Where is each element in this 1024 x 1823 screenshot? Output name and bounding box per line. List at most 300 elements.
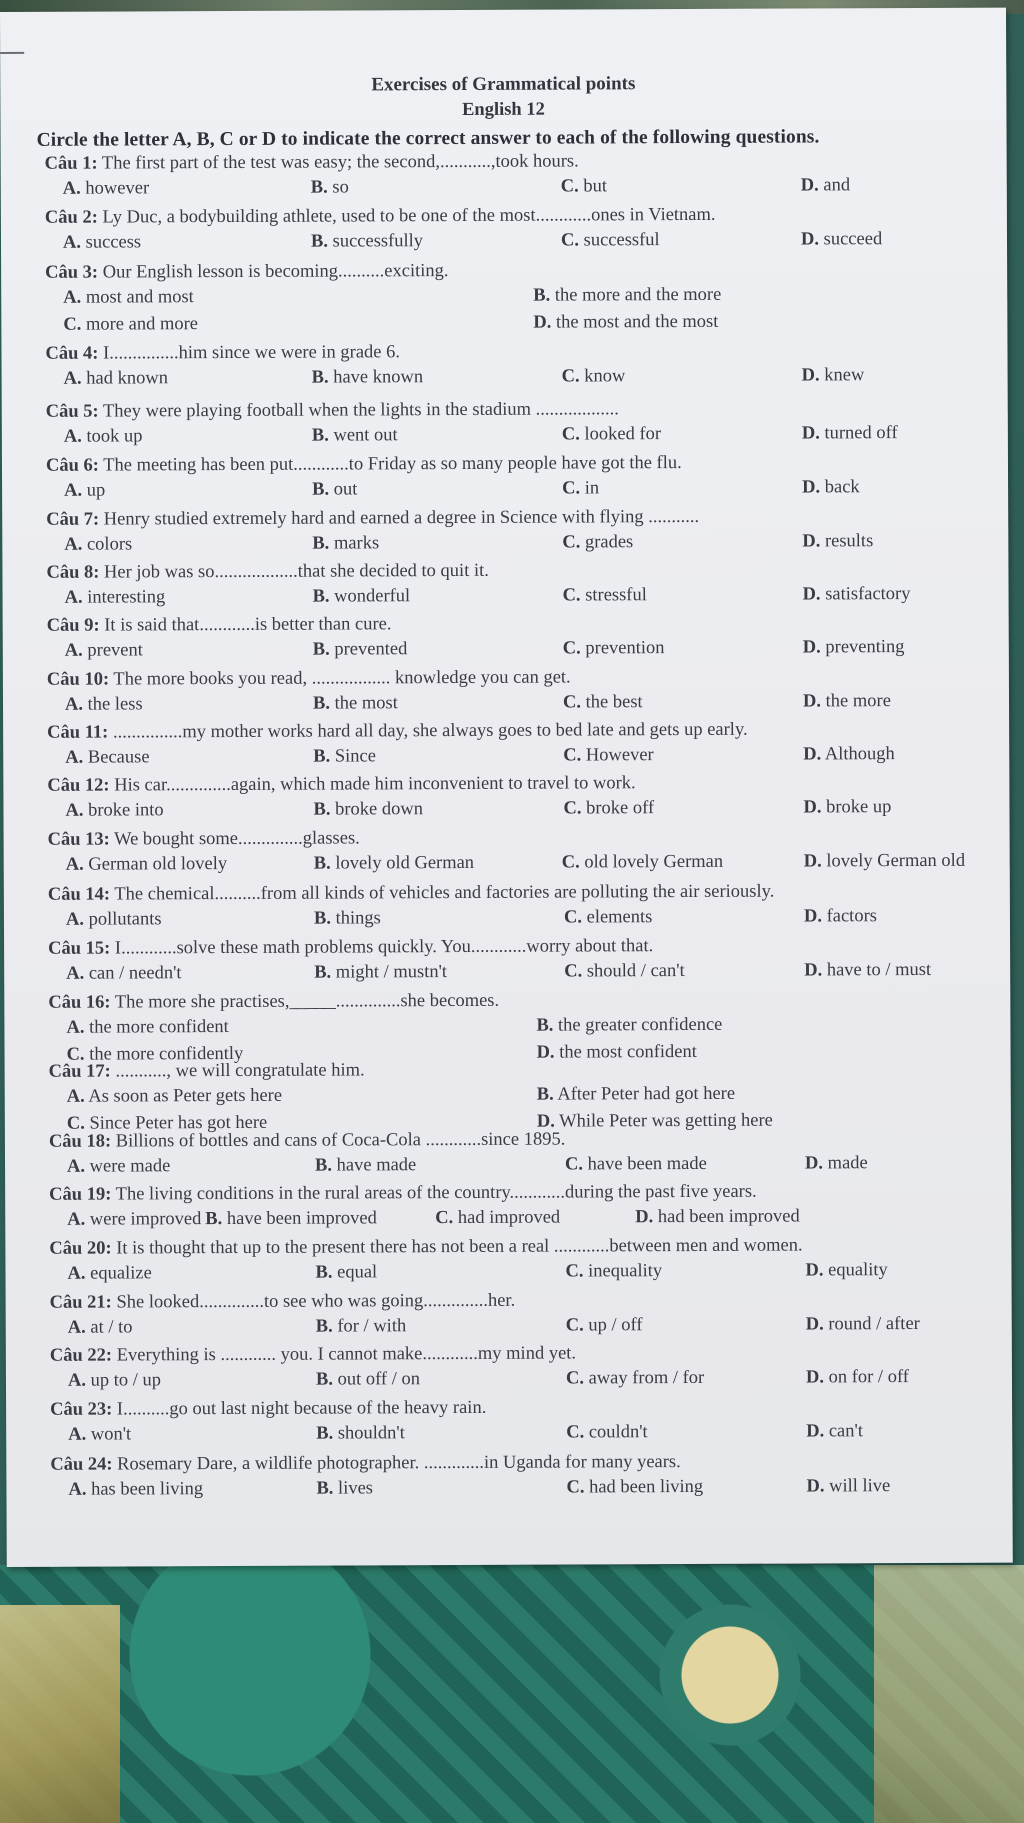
option-d[interactable] [635, 1207, 800, 1229]
question-text: Her job was so..................that she decided to quit it. [103, 560, 489, 583]
option-d[interactable] [802, 477, 860, 498]
question-number: Câu 4: [45, 343, 99, 364]
option-letter: D. [533, 312, 552, 333]
option-letter: A. [68, 1479, 87, 1500]
option-text: the more confidently [89, 1043, 244, 1065]
option-text: elements [586, 907, 653, 928]
option-d[interactable] [801, 175, 850, 196]
option-letter: D. [536, 1042, 555, 1063]
option-a[interactable] [63, 287, 194, 309]
option-a[interactable] [64, 426, 143, 447]
option-text: inequality [588, 1261, 663, 1282]
option-letter: B. [312, 479, 330, 500]
option-letter: B. [310, 231, 329, 252]
option-d[interactable] [806, 1367, 909, 1388]
option-text: the more and the more [554, 284, 722, 306]
option-letter: A. [63, 368, 82, 389]
option-c[interactable] [566, 1315, 643, 1336]
pen-mark [0, 52, 24, 54]
option-letter: D. [803, 906, 822, 927]
option-text: but [583, 176, 608, 197]
option-b[interactable] [311, 231, 423, 252]
option-b[interactable] [316, 1478, 373, 1499]
option-c[interactable] [561, 230, 660, 251]
option-text: lovely German old [826, 850, 966, 872]
option-d[interactable] [537, 1042, 697, 1064]
option-c[interactable] [435, 1208, 560, 1230]
option-c[interactable] [563, 692, 643, 713]
option-b[interactable] [312, 425, 398, 446]
question-3 [45, 261, 448, 284]
option-d[interactable] [804, 906, 877, 927]
option-text: old lovely German [584, 851, 724, 873]
option-text: successful [583, 230, 660, 251]
option-b[interactable] [312, 479, 357, 500]
question-text: It is thought that up to the present there has not been a real ............between men and women. [116, 1235, 803, 1259]
option-letter: A. [66, 963, 85, 984]
option-text: up to / up [90, 1370, 162, 1391]
option-a[interactable] [67, 1263, 151, 1284]
option-letter: A. [66, 1156, 86, 1177]
question-number: Câu 3: [45, 262, 99, 283]
option-text: round / after [828, 1313, 920, 1335]
question-11 [47, 720, 748, 744]
question-21 [50, 1291, 516, 1314]
option-c[interactable] [566, 1477, 703, 1499]
option-text: prevented [334, 639, 408, 660]
question-22 [50, 1343, 576, 1366]
option-letter: D. [805, 1367, 825, 1388]
option-a[interactable] [64, 481, 105, 502]
option-text: will live [829, 1476, 891, 1497]
question-text: Billions of bottles and cans of Coca-Cola ............since 1895. [115, 1129, 566, 1152]
option-letter: A. [62, 232, 82, 253]
option-letter: B. [314, 962, 332, 983]
option-letter: C. [563, 745, 582, 766]
option-a[interactable] [63, 232, 141, 253]
option-b[interactable] [316, 1369, 420, 1390]
option-letter: A. [68, 1424, 87, 1445]
option-text: lovely old German [335, 852, 475, 874]
option-text: however [85, 178, 150, 199]
option-text: shouldn't [337, 1423, 405, 1444]
option-text: the most [334, 693, 398, 714]
option-text: had improved [457, 1207, 561, 1229]
option-a[interactable] [66, 963, 181, 985]
option-letter: C. [562, 692, 582, 713]
question-16 [48, 991, 499, 1014]
question-number: Câu 13: [47, 829, 110, 850]
question-text: ...............my mother works hard all day, she always goes to bed late and gets up early. [112, 719, 748, 743]
option-b[interactable] [536, 1015, 722, 1037]
option-text: successfully [332, 231, 424, 252]
question-text: Rosemary Dare, a wildlife photographer. .............in Uganda for many years. [117, 1452, 681, 1475]
option-text: Since Peter has got here [89, 1112, 268, 1134]
option-letter: B. [536, 1015, 554, 1036]
option-letter: D. [804, 1153, 824, 1174]
option-d[interactable] [803, 691, 891, 712]
option-d[interactable] [805, 1260, 887, 1281]
option-text: the most and the most [555, 311, 719, 333]
option-text: back [824, 477, 860, 498]
option-a[interactable] [64, 534, 132, 555]
option-letter: A. [67, 1209, 86, 1230]
question-number: Câu 10: [46, 669, 110, 690]
option-d[interactable] [533, 312, 718, 334]
option-text: know [584, 366, 626, 387]
option-letter: D. [801, 423, 820, 444]
option-text: stressful [585, 585, 647, 606]
option-b[interactable] [205, 1208, 377, 1230]
question-number: Câu 6: [45, 455, 99, 476]
option-a[interactable] [67, 1209, 201, 1231]
option-c[interactable] [562, 478, 599, 499]
option-letter: B. [313, 799, 331, 820]
option-text: up / off [588, 1315, 643, 1336]
question-23 [50, 1398, 486, 1421]
option-a[interactable] [65, 800, 163, 821]
question-number: Câu 24: [50, 1454, 113, 1475]
option-c[interactable] [564, 961, 685, 983]
option-text: the greater confidence [557, 1014, 723, 1036]
option-text: the more confident [89, 1017, 229, 1038]
worksheet-paper [0, 8, 1013, 1567]
option-c[interactable] [566, 1368, 704, 1390]
option-a[interactable] [68, 1370, 161, 1391]
option-text: things [335, 908, 381, 929]
option-letter: D. [805, 1260, 824, 1281]
option-letter: A. [62, 178, 81, 199]
option-text: preventing [825, 637, 905, 658]
option-a[interactable] [65, 640, 143, 661]
option-b[interactable] [312, 367, 424, 388]
option-c[interactable] [565, 1261, 662, 1282]
option-text: for / with [337, 1316, 407, 1337]
option-c[interactable] [566, 1422, 648, 1443]
question-text: Henry studied extremely hard and earned a degree in Science with flying ........... [103, 506, 700, 530]
option-d[interactable] [803, 744, 895, 765]
option-text: grades [584, 532, 634, 553]
option-text: pollutants [88, 909, 162, 930]
option-text: away from / for [588, 1367, 705, 1389]
option-letter: C. [561, 366, 580, 387]
option-b[interactable] [316, 1423, 405, 1444]
option-c[interactable] [563, 745, 654, 766]
option-text: have to / must [826, 959, 932, 981]
question-text: The more she practises,_____..............she becomes. [114, 990, 500, 1013]
option-text: out [333, 479, 358, 500]
option-letter: D. [802, 477, 821, 498]
option-letter: D. [803, 851, 822, 872]
option-letter: B. [312, 639, 330, 660]
option-b[interactable] [314, 908, 381, 929]
option-d[interactable] [803, 584, 911, 605]
option-text: the most confident [559, 1041, 697, 1063]
option-letter: A. [64, 480, 83, 501]
option-a[interactable] [65, 694, 143, 715]
option-text: As soon as Peter gets here [88, 1085, 283, 1107]
option-letter: A. [63, 426, 82, 447]
option-letter: B. [311, 367, 329, 388]
option-a[interactable] [66, 909, 162, 930]
option-a[interactable] [68, 1424, 131, 1445]
option-text: lives [337, 1478, 374, 1499]
question-18 [49, 1130, 565, 1153]
option-d[interactable] [804, 851, 965, 873]
option-text: After Peter had got here [557, 1083, 736, 1105]
option-text: has been living [91, 1479, 204, 1500]
option-d[interactable] [801, 229, 882, 250]
question-text: The more books you read, ................. knowledge you can get. [113, 667, 571, 690]
option-letter: C. [565, 1261, 584, 1282]
option-a[interactable] [65, 747, 149, 768]
option-b[interactable] [313, 639, 408, 660]
option-text: equalize [90, 1263, 152, 1284]
option-text: the less [87, 694, 143, 715]
option-b[interactable] [313, 693, 398, 714]
option-a[interactable] [67, 1086, 282, 1108]
option-letter: B. [313, 908, 331, 929]
option-a[interactable] [63, 178, 149, 199]
option-a[interactable] [66, 1017, 228, 1039]
option-b[interactable] [312, 533, 379, 554]
option-c[interactable] [562, 424, 661, 445]
option-letter: B. [536, 1084, 554, 1105]
option-c[interactable] [563, 638, 665, 659]
option-text: can / needn't [88, 963, 182, 984]
option-d[interactable] [802, 365, 865, 386]
option-text: made [827, 1153, 868, 1174]
question-text: It is said that............is better than cure. [104, 614, 392, 636]
option-letter: C. [564, 1154, 584, 1175]
option-text: on for / off [828, 1367, 909, 1388]
option-d[interactable] [803, 637, 905, 658]
question-number: Câu 7: [46, 509, 100, 530]
patterned-tablecloth [0, 1565, 1024, 1823]
option-letter: C. [562, 585, 581, 606]
option-text: equality [828, 1260, 888, 1281]
option-c[interactable] [562, 852, 723, 874]
question-text: I..........go out last night because of the heavy rain. [116, 1397, 487, 1420]
option-letter: D. [802, 691, 822, 712]
option-d[interactable] [806, 1476, 890, 1497]
option-letter: C. [562, 532, 581, 553]
question-1 [45, 151, 579, 174]
option-d[interactable] [804, 960, 931, 982]
option-letter: D. [635, 1207, 654, 1228]
option-b[interactable] [313, 799, 423, 820]
option-b[interactable] [315, 1262, 377, 1283]
option-text: more and more [85, 314, 199, 335]
option-letter: B. [312, 533, 330, 554]
question-5 [46, 399, 619, 423]
option-letter: A. [67, 1317, 86, 1338]
option-c[interactable] [565, 1154, 707, 1176]
option-a[interactable] [68, 1479, 203, 1501]
option-text: won't [90, 1424, 132, 1445]
option-letter: D. [803, 797, 822, 818]
question-text: I...............him since we were in grade 6. [103, 342, 401, 364]
option-letter: D. [805, 1314, 824, 1335]
question-number: Câu 18: [48, 1131, 112, 1152]
option-letter: C. [435, 1208, 454, 1229]
question-7 [46, 507, 699, 531]
question-number: Câu 8: [46, 562, 100, 583]
option-text: Since [334, 746, 376, 767]
option-b[interactable] [314, 853, 474, 875]
option-text: results [824, 531, 874, 552]
option-c[interactable] [563, 798, 654, 819]
question-4 [45, 342, 400, 365]
option-text: prevent [87, 640, 143, 661]
question-13 [48, 828, 360, 850]
option-text: prevention [585, 638, 665, 659]
question-number: Câu 14: [47, 884, 111, 905]
option-letter: D. [800, 229, 820, 250]
option-text: success [85, 232, 142, 253]
option-text: out off / on [337, 1369, 421, 1390]
option-d[interactable] [806, 1314, 920, 1335]
option-text: had known [86, 368, 168, 389]
option-text: While Peter was getting here [559, 1110, 773, 1132]
question-6 [46, 453, 682, 477]
question-2 [45, 205, 716, 229]
question-number: Câu 12: [47, 775, 110, 796]
option-text: equal [337, 1262, 378, 1283]
option-letter: A. [65, 747, 84, 768]
option-a[interactable] [65, 587, 166, 608]
option-text: turned off [824, 423, 898, 444]
question-text: The first part of the test was easy; the second,...........,took hours. [101, 151, 579, 174]
option-a[interactable] [66, 854, 227, 876]
option-text: broke off [586, 798, 655, 819]
option-a[interactable] [68, 1317, 133, 1338]
option-text: can't [828, 1421, 864, 1442]
option-text: in [584, 478, 600, 499]
question-number: Câu 19: [49, 1184, 112, 1205]
question-number: Câu 16: [48, 992, 111, 1013]
option-text: so [332, 177, 349, 198]
option-d[interactable] [802, 423, 898, 444]
option-letter: A. [64, 640, 83, 661]
option-d[interactable] [802, 531, 873, 552]
question-17 [49, 1060, 365, 1082]
option-text: were made [89, 1156, 171, 1177]
option-b[interactable] [313, 746, 376, 767]
option-b[interactable] [537, 1084, 735, 1106]
question-20 [49, 1236, 802, 1260]
option-letter: C. [560, 230, 580, 251]
question-number: Câu 11: [47, 722, 109, 743]
option-c[interactable] [562, 532, 633, 553]
instructions: Circle the letter A, B, C or D to indicate the correct answer to each of the following questions. [36, 126, 820, 151]
question-number: Câu 23: [50, 1399, 113, 1420]
option-letter: D. [802, 584, 821, 605]
option-b[interactable] [314, 962, 447, 984]
option-letter: D. [802, 637, 821, 658]
worksheet-subtitle: English 12 [461, 99, 545, 120]
option-d[interactable] [803, 797, 891, 818]
option-c[interactable] [63, 314, 198, 336]
question-12 [47, 773, 635, 797]
option-c[interactable] [563, 585, 647, 606]
option-text: the best [585, 692, 643, 713]
option-letter: C. [66, 1044, 85, 1065]
option-text: Although [824, 744, 895, 765]
option-a[interactable] [64, 368, 168, 389]
question-text: We bought some..............glasses. [114, 828, 360, 850]
option-letter: C. [565, 1368, 585, 1389]
option-letter: B. [315, 1369, 333, 1390]
option-text: colors [86, 534, 133, 555]
question-8 [46, 561, 488, 584]
question-text: The chemical..........from all kinds of vehicles and factories are polluting the air seriously. [114, 881, 775, 905]
option-text: looked for [584, 424, 662, 445]
option-d[interactable] [805, 1153, 868, 1174]
option-d[interactable] [537, 1111, 773, 1133]
option-b[interactable] [313, 586, 411, 607]
option-text: satisfactory [825, 584, 911, 605]
option-b[interactable] [315, 1155, 416, 1176]
option-letter: D. [801, 365, 820, 386]
option-letter: C. [564, 961, 583, 982]
option-letter: A. [65, 909, 85, 930]
question-number: Câu 17: [48, 1061, 111, 1082]
option-letter: D. [802, 531, 821, 552]
option-letter: C. [563, 798, 582, 819]
option-letter: A. [67, 1370, 87, 1391]
option-text: might / mustn't [335, 962, 448, 983]
option-text: the more [825, 691, 891, 712]
option-letter: B. [205, 1209, 223, 1230]
option-letter: B. [314, 1155, 333, 1176]
option-text: Because [87, 747, 150, 768]
option-b[interactable] [316, 1316, 407, 1337]
option-d[interactable] [806, 1421, 863, 1442]
option-letter: A. [63, 287, 82, 308]
worksheet-title: Exercises of Grammatical points [371, 73, 636, 96]
option-c[interactable] [564, 907, 652, 928]
option-letter: B. [312, 586, 330, 607]
question-15 [48, 936, 653, 960]
option-letter: C. [563, 907, 582, 928]
option-letter: C. [565, 1315, 584, 1336]
option-b[interactable] [533, 285, 721, 307]
option-letter: B. [315, 1316, 333, 1337]
option-text: broke up [826, 797, 892, 818]
option-letter: D. [806, 1476, 825, 1497]
option-letter: B. [313, 746, 331, 767]
option-text: up [86, 480, 106, 501]
option-a[interactable] [67, 1156, 170, 1177]
option-letter: C. [566, 1422, 585, 1443]
option-letter: C. [63, 314, 82, 335]
question-number: Câu 15: [48, 938, 111, 959]
option-text: factors [826, 906, 877, 927]
question-text: She looked..............to see who was going..............her. [116, 1290, 516, 1313]
question-text: Everything is ............ you. I cannot make............my mind yet. [116, 1343, 577, 1366]
option-c[interactable] [561, 176, 607, 197]
question-text: Our English lesson is becoming..........exciting. [102, 261, 449, 283]
option-text: and [823, 175, 851, 196]
option-text: should / can't [586, 961, 685, 982]
option-text: most and most [85, 287, 194, 308]
option-letter: C. [560, 176, 579, 197]
option-letter: A. [67, 1263, 86, 1284]
option-c[interactable] [562, 366, 626, 387]
option-letter: A. [66, 1086, 85, 1107]
option-b[interactable] [311, 177, 349, 198]
